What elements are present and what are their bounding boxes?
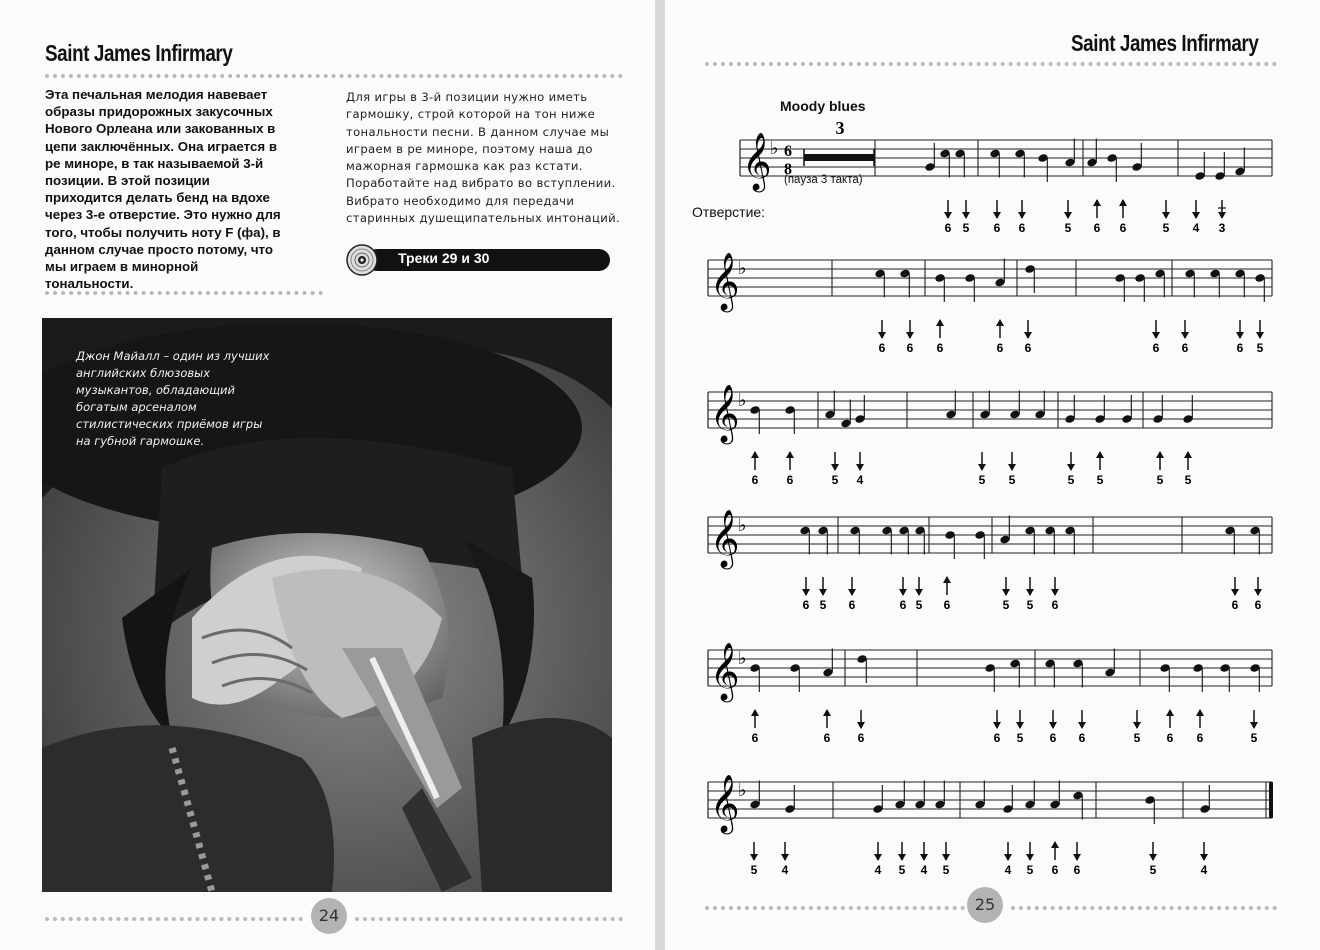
hole-number: 6 <box>751 473 759 487</box>
hole-number: 4 <box>874 863 882 877</box>
blow-arrow-icon <box>819 589 827 596</box>
blow-arrow-icon <box>1152 332 1160 339</box>
draw-arrow-icon <box>751 709 759 716</box>
blow-arrow-icon <box>1008 464 1016 471</box>
blow-arrow-icon <box>1200 854 1208 861</box>
tempo-marking: Moody blues <box>780 98 866 114</box>
draw-arrow-icon <box>1196 709 1204 716</box>
hole-number: 6 <box>802 598 810 612</box>
multi-rest-bar <box>804 154 874 161</box>
blow-arrow-icon <box>915 589 923 596</box>
blow-arrow-icon <box>1133 722 1141 729</box>
treble-clef: 𝄞 <box>710 509 740 567</box>
hole-number: 6 <box>936 341 944 355</box>
tracks-label: Треки 29 и 30 <box>398 250 490 266</box>
key-signature-flat: ♭ <box>738 648 747 669</box>
blow-arrow-icon <box>962 212 970 219</box>
draw-arrow-icon <box>936 319 944 326</box>
hole-number: 6 <box>944 221 952 235</box>
blow-arrow-icon <box>857 722 865 729</box>
key-signature-flat: ♭ <box>738 515 747 536</box>
blow-arrow-icon <box>1026 854 1034 861</box>
hole-number: 5 <box>1256 341 1264 355</box>
hole-number: 6 <box>823 731 831 745</box>
blow-arrow-icon <box>856 464 864 471</box>
hole-number: 6 <box>1051 598 1059 612</box>
draw-arrow-icon <box>786 451 794 458</box>
hole-number: 3 <box>1218 221 1226 235</box>
pause-label: (пауза 3 такта) <box>784 174 863 186</box>
hole-number: 6 <box>786 473 794 487</box>
blow-arrow-icon <box>874 854 882 861</box>
hole-number: 4 <box>781 863 789 877</box>
intro-paragraph: Эта печальная мелодия навевает образы придорожных закусочных Нового Орлеана или закованных в цепи заключённых. Она играется в ре миноре, в так называемой 3-й позиции. В этой позиции приходится делать бенд на вдохе через 3-е отверстие. Это нужно для того, чтобы получить ноту F (фа), в данном случае просто потому, что мы играем в минорной тональности. <box>45 87 281 292</box>
hole-number: 4 <box>920 863 928 877</box>
blow-arrow-icon <box>1149 854 1157 861</box>
blow-arrow-icon <box>750 854 758 861</box>
draw-arrow-icon <box>1096 451 1104 458</box>
hole-number: 5 <box>978 473 986 487</box>
blow-arrow-icon <box>1250 722 1258 729</box>
hole-number: 6 <box>993 731 1001 745</box>
hole-number: 5 <box>1184 473 1192 487</box>
draw-arrow-icon <box>751 451 759 458</box>
hole-number: 6 <box>1049 731 1057 745</box>
hole-number: 6 <box>1051 863 1059 877</box>
blow-arrow-icon <box>1051 589 1059 596</box>
blow-arrow-icon <box>1218 212 1226 219</box>
final-bar-thick <box>1269 782 1273 818</box>
draw-arrow-icon <box>1184 451 1192 458</box>
blow-arrow-icon <box>993 212 1001 219</box>
hole-number: 6 <box>848 598 856 612</box>
blow-arrow-icon <box>1078 722 1086 729</box>
draw-arrow-icon <box>996 319 1004 326</box>
treble-clef: 𝄞 <box>710 774 740 832</box>
hole-number: 6 <box>751 731 759 745</box>
left-page-title: Saint James Infirmary <box>45 40 233 66</box>
hole-number: 5 <box>1162 221 1170 235</box>
hole-number: 5 <box>831 473 839 487</box>
blow-arrow-icon <box>898 854 906 861</box>
blow-arrow-icon <box>1254 589 1262 596</box>
blow-arrow-icon <box>944 212 952 219</box>
treble-clef: 𝄞 <box>710 642 740 700</box>
hole-number: 6 <box>857 731 865 745</box>
right-page-title: Saint James Infirmary <box>1071 30 1259 56</box>
hole-number: 5 <box>750 863 758 877</box>
photo-caption: Джон Майалл – один из лучших английских блюзовых музыкантов, обладающий богатым арсеналом стилистических приёмов игры на губной гармошке. <box>76 349 270 448</box>
time-signature-bottom: 8 <box>784 161 792 178</box>
blow-arrow-icon <box>1064 212 1072 219</box>
hole-number: 4 <box>1200 863 1208 877</box>
treble-clef: 𝄞 <box>710 252 740 310</box>
hole-number: 6 <box>1166 731 1174 745</box>
blow-arrow-icon <box>1162 212 1170 219</box>
draw-arrow-icon <box>1166 709 1174 716</box>
hole-number: 6 <box>906 341 914 355</box>
hole-number: 5 <box>1250 731 1258 745</box>
hole-number: 6 <box>996 341 1004 355</box>
hole-number: 6 <box>943 598 951 612</box>
blow-arrow-icon <box>802 589 810 596</box>
blow-arrow-icon <box>978 464 986 471</box>
hole-number: 6 <box>1024 341 1032 355</box>
hole-number: 4 <box>856 473 864 487</box>
draw-arrow-icon <box>1119 199 1127 206</box>
hole-number: 6 <box>1018 221 1026 235</box>
key-signature-flat: ♭ <box>770 138 779 159</box>
treble-clef: 𝄞 <box>710 384 740 442</box>
hole-number: 5 <box>1133 731 1141 745</box>
draw-arrow-icon <box>1156 451 1164 458</box>
hole-number: 5 <box>1002 598 1010 612</box>
page-number: 24 <box>311 898 347 934</box>
blow-arrow-icon <box>1256 332 1264 339</box>
blow-arrow-icon <box>1016 722 1024 729</box>
key-signature-flat: ♭ <box>738 780 747 801</box>
blow-arrow-icon <box>1049 722 1057 729</box>
draw-arrow-icon <box>823 709 831 716</box>
hole-number: 6 <box>1231 598 1239 612</box>
treble-clef: 𝄞 <box>742 132 772 190</box>
blow-arrow-icon <box>848 589 856 596</box>
hole-number: 6 <box>1093 221 1101 235</box>
hole-number: 6 <box>1181 341 1189 355</box>
hole-number: 6 <box>1152 341 1160 355</box>
hole-number: 6 <box>1236 341 1244 355</box>
blow-arrow-icon <box>899 589 907 596</box>
body-paragraph: Для игры в 3-й позиции нужно иметь гармошку, строй которой на тон ниже тональности песни. В данном случае мы играем в ре миноре, поэтому наша до мажорная гармошка как раз кстати. Поработайте над вибрато во вступлении. Вибрато необходимо для передачи старинных душещипательных интонаций. <box>346 90 621 226</box>
holes-label: Отверстие: <box>692 204 766 220</box>
blow-arrow-icon <box>1192 212 1200 219</box>
hole-number: 4 <box>1192 221 1200 235</box>
hole-number: 5 <box>1026 598 1034 612</box>
key-signature-flat: ♭ <box>738 258 747 279</box>
draw-arrow-icon <box>943 576 951 583</box>
blow-arrow-icon <box>1067 464 1075 471</box>
time-signature-top: 6 <box>784 143 792 160</box>
hole-number: 6 <box>993 221 1001 235</box>
hole-number: 5 <box>1016 731 1024 745</box>
hole-number: 6 <box>899 598 907 612</box>
hole-number: 5 <box>1008 473 1016 487</box>
hole-number: 6 <box>878 341 886 355</box>
draw-arrow-icon <box>1051 841 1059 848</box>
hole-number: 4 <box>1004 863 1012 877</box>
blow-arrow-icon <box>1026 589 1034 596</box>
blow-arrow-icon <box>906 332 914 339</box>
hole-number: 6 <box>1119 221 1127 235</box>
blow-arrow-icon <box>1002 589 1010 596</box>
blow-arrow-icon <box>831 464 839 471</box>
blow-arrow-icon <box>993 722 1001 729</box>
blow-arrow-icon <box>878 332 886 339</box>
hole-number: 5 <box>1067 473 1075 487</box>
multi-rest-count: 3 <box>835 118 845 138</box>
blow-arrow-icon <box>1073 854 1081 861</box>
hole-number: 5 <box>942 863 950 877</box>
blow-arrow-icon <box>1231 589 1239 596</box>
hole-number: 5 <box>1149 863 1157 877</box>
hole-number: 5 <box>1096 473 1104 487</box>
page-number: 25 <box>967 887 1003 923</box>
blow-arrow-icon <box>1004 854 1012 861</box>
blow-arrow-icon <box>1181 332 1189 339</box>
hole-number: 5 <box>915 598 923 612</box>
hole-number: 6 <box>1196 731 1204 745</box>
hole-number: 5 <box>1026 863 1034 877</box>
hole-number: 6 <box>1078 731 1086 745</box>
blow-arrow-icon <box>920 854 928 861</box>
hole-number: 5 <box>819 598 827 612</box>
hole-number: 6 <box>1073 863 1081 877</box>
blow-arrow-icon <box>1236 332 1244 339</box>
draw-arrow-icon <box>1093 199 1101 206</box>
hole-number: 5 <box>898 863 906 877</box>
hole-number: 5 <box>962 221 970 235</box>
key-signature-flat: ♭ <box>738 390 747 411</box>
hole-number: 6 <box>1254 598 1262 612</box>
hole-number: 5 <box>1064 221 1072 235</box>
blow-arrow-icon <box>1024 332 1032 339</box>
blow-arrow-icon <box>942 854 950 861</box>
hole-number: 5 <box>1156 473 1164 487</box>
blow-arrow-icon <box>781 854 789 861</box>
blow-arrow-icon <box>1018 212 1026 219</box>
